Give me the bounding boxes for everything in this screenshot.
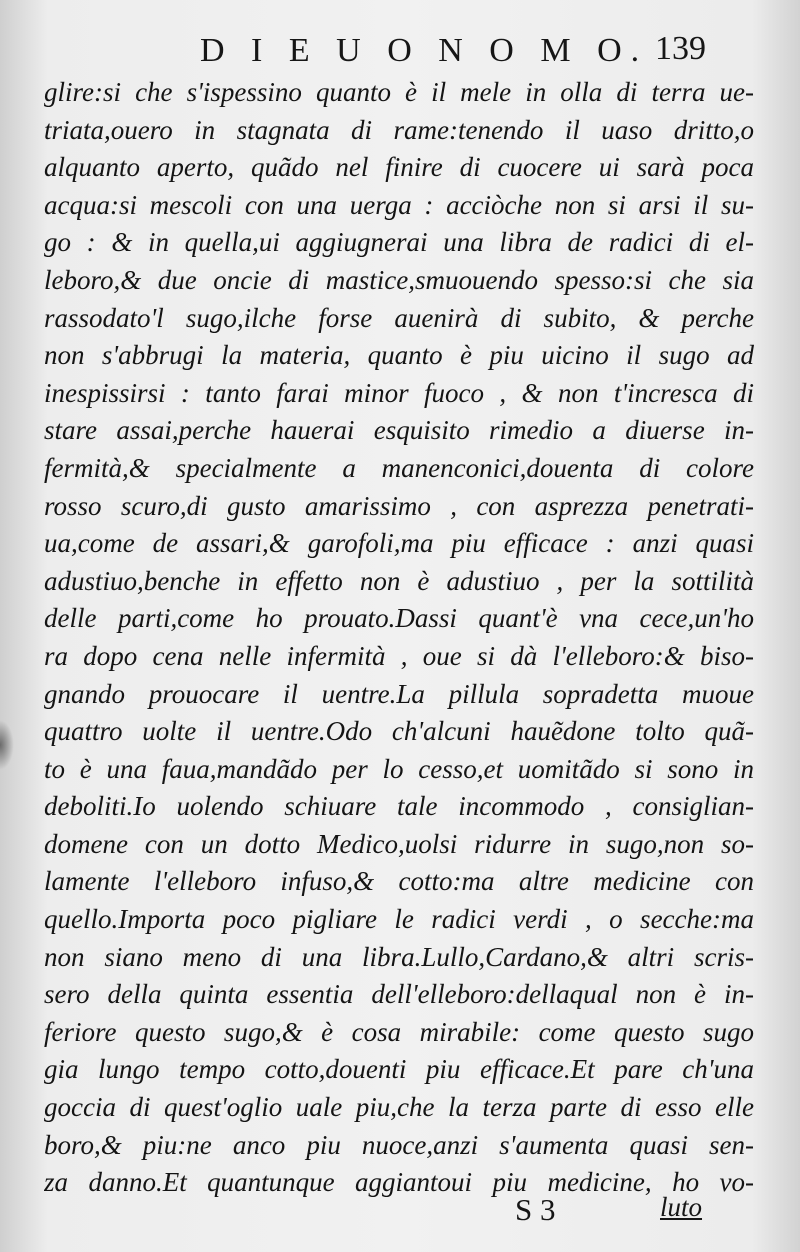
text-line: sero della quinta essentia dell'elleboro:dellaqual non è in- bbox=[44, 979, 754, 1010]
text-line: quattro uolte il uentre.Odo ch'alcuni hauẽdone tolto quã- bbox=[44, 716, 754, 747]
text-line: gnando prouocare il uentre.La pillula sopradetta muoue bbox=[44, 678, 754, 709]
text-line: non s'abbrugi la materia, quanto è piu uicino il sugo ad bbox=[44, 340, 754, 371]
text-line: rassodato'l sugo,ilche forse auenirà di subito, & perche bbox=[44, 302, 754, 333]
text-line: fermità,& specialmente a manenconici,douenta di colore bbox=[44, 452, 754, 483]
page-header bbox=[0, 28, 800, 78]
text-line: za danno.Et quantunque aggiantoui piu medicine, ho vo- bbox=[44, 1167, 754, 1198]
text-line: stare assai,perche hauerai esquisito rimedio a diuerse in- bbox=[44, 415, 754, 446]
text-line: non siano meno di una libra.Lullo,Cardano,& altri scris- bbox=[44, 941, 754, 972]
text-line: lamente l'elleboro infuso,& cotto:ma altre medicine con bbox=[44, 866, 754, 897]
text-line: inespissirsi : tanto farai minor fuoco , & non t'incresca di bbox=[44, 377, 754, 408]
text-line: triata,ouero in stagnata di rame:tenendo il uaso dritto,o bbox=[44, 114, 754, 145]
text-line: gia lungo tempo cotto,douenti piu efficace.Et pare ch'una bbox=[44, 1054, 754, 1085]
text-line: to è una faua,mandãdo per lo cesso,et uomitãdo si sono in bbox=[44, 753, 754, 784]
text-line: leboro,& due oncie di mastice,smuouendo spesso:si che sia bbox=[44, 264, 754, 295]
text-line: boro,& piu:ne anco piu nuoce,anzi s'aumenta quasi sen- bbox=[44, 1129, 754, 1160]
text-line: rosso scuro,di gusto amarissimo , con asprezza penetrati- bbox=[44, 490, 754, 521]
page-footer bbox=[0, 1188, 800, 1238]
text-line: acqua:si mescoli con una uerga : acciòche non si arsi il su- bbox=[44, 189, 754, 220]
text-line: deboliti.Io uolendo schiuare tale incommodo , consiglian- bbox=[44, 791, 754, 822]
text-line: ua,come de assari,& garofoli,ma piu efficace : anzi quasi bbox=[44, 528, 754, 559]
running-head: D I E U O N O M O. bbox=[200, 32, 649, 69]
text-line: glire:si che s'ispessino quanto è il mele in olla di terra ue- bbox=[44, 77, 754, 107]
text-line: alquanto aperto, quãdo nel finire di cuocere ui sarà poca bbox=[44, 152, 754, 183]
text-line: goccia di quest'oglio uale piu,che la terza parte di esso elle bbox=[44, 1092, 754, 1123]
text-line: quello.Importa poco pigliare le radici verdi , o secche:ma bbox=[44, 904, 754, 935]
signature-mark: S 3 bbox=[515, 1192, 556, 1227]
text-line: adustiuo,benche in effetto non è adustiuo , per la sottilità bbox=[44, 565, 754, 596]
page-number: 139 bbox=[655, 30, 706, 67]
text-line: ra dopo cena nelle infermità , oue si dà l'elleboro:& biso- bbox=[44, 640, 754, 671]
text-line: go : & in quella,ui aggiugnerai una libra de radici di el- bbox=[44, 227, 754, 258]
catchword: luto bbox=[660, 1192, 703, 1222]
ink-smudge bbox=[0, 720, 14, 770]
body-text bbox=[44, 74, 754, 1202]
text-line: delle parti,come ho prouato.Dassi quant'è vna cece,un'ho bbox=[44, 603, 754, 634]
text-line: feriore questo sugo,& è cosa mirabile: come questo sugo bbox=[44, 1016, 754, 1047]
text-line: domene con un dotto Medico,uolsi ridurre in sugo,non so- bbox=[44, 828, 754, 859]
